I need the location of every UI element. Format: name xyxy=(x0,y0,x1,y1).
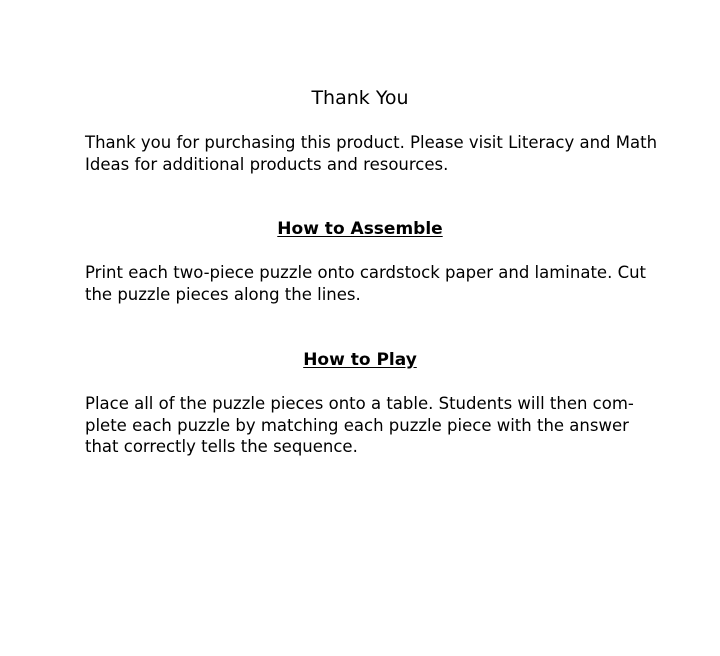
thank-you-paragraph xyxy=(85,132,658,175)
paragraph-line: that correctly tells the sequence. xyxy=(85,437,358,456)
how-to-play-paragraph xyxy=(85,393,655,458)
how-to-assemble-paragraph xyxy=(85,262,655,305)
how-to-assemble-heading: How to Assemble xyxy=(277,219,443,239)
paragraph-line: Print each two-piece puzzle onto cardstock paper and laminate. Cut xyxy=(85,263,647,282)
paragraph-line: plete each puzzle by matching each puzzle piece with the answer xyxy=(85,415,629,435)
how-to-play-heading: How to Play xyxy=(303,350,417,370)
page-title: Thank You xyxy=(311,87,409,109)
paragraph-line: the puzzle pieces along the lines. xyxy=(85,284,361,304)
paragraph-line: Place all of the puzzle pieces onto a table. Students will then com- xyxy=(85,394,634,413)
paragraph-line: Ideas for additional products and resources. xyxy=(85,154,449,174)
paragraph-line: Thank you for purchasing this product. Please visit Literacy and Math xyxy=(85,133,658,152)
